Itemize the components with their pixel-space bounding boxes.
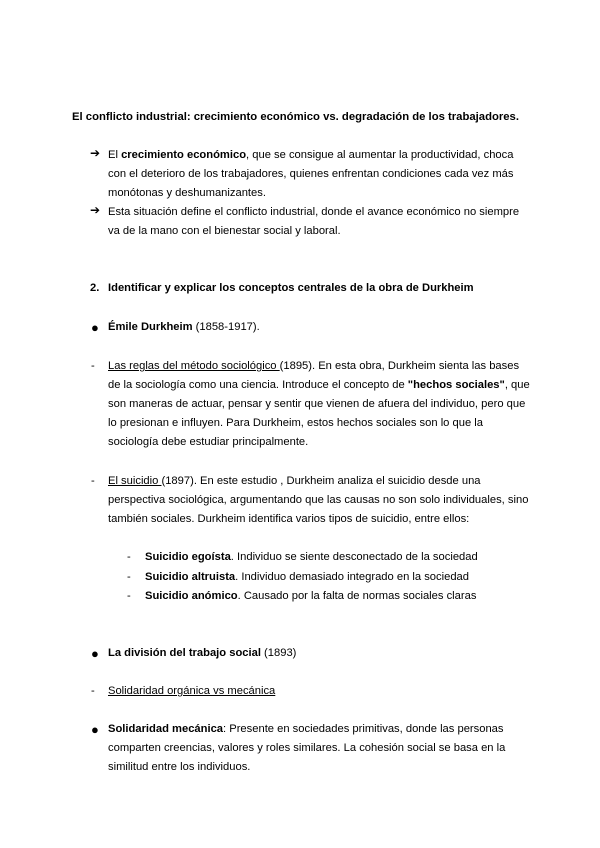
text-line: de la sociología como una ciencia. Introduce el concepto de "hechos sociales", que — [108, 379, 530, 391]
suicidio-paragraph — [108, 472, 528, 529]
text-line: también sociales. Durkheim identifica varios tipos de suicidio, entre ellos: — [108, 513, 470, 525]
dash-icon: - — [91, 360, 95, 372]
division-line: La división del trabajo social (1893) — [108, 647, 297, 659]
solidaridad-link[interactable]: Solidaridad orgánica vs mecánica — [108, 685, 276, 697]
suicide-type-item: Suicidio anómico. Causado por la falta de normas sociales claras — [145, 590, 477, 602]
text-line: El crecimiento económico, que se consigue al aumentar la productividad, choca — [108, 149, 514, 161]
dash-icon: - — [127, 551, 131, 563]
bullet-icon: ● — [91, 646, 99, 661]
text-line: comparten creencias, valores y roles similares. La cohesión social se basa en la — [108, 742, 506, 754]
durkheim-line: Émile Durkheim (1858-1917). — [108, 321, 260, 333]
arrow-bullet-icon: ➔ — [90, 146, 101, 160]
dash-icon: - — [91, 685, 95, 697]
mecanica-paragraph — [108, 720, 505, 777]
arrow-item-1 — [108, 146, 514, 203]
suicidio-title-link[interactable]: El suicidio — [108, 475, 162, 487]
arrow-item-2 — [108, 203, 519, 241]
bold-term: crecimiento económico — [121, 149, 247, 161]
text-line: Esta situación define el conflicto industrial, donde el avance económico no siempre — [108, 206, 520, 218]
dash-icon: - — [91, 475, 95, 487]
text-line: El suicidio (1897). En este estudio , Durkheim analiza el suicidio desde una — [108, 475, 481, 487]
text-line: son maneras de actuar, pensar y sentir que vienen de afuera del individuo, pero que — [108, 398, 526, 410]
reglas-title-link[interactable]: Las reglas del método sociológico — [108, 360, 280, 372]
text-line: Las reglas del método sociológico (1895). En esta obra, Durkheim sienta las bases — [108, 360, 520, 372]
suicide-type-item: Suicidio altruista. Individuo demasiado integrado en la sociedad — [145, 571, 469, 583]
reglas-paragraph — [108, 357, 530, 452]
arrow-bullet-icon: ➔ — [90, 203, 101, 217]
bullet-icon: ● — [91, 722, 99, 737]
suicide-type-item: Suicidio egoísta. Individuo se siente desconectado de la sociedad — [145, 551, 478, 563]
bold-term: "hechos sociales" — [407, 379, 505, 391]
text-line: Solidaridad mecánica: Presente en sociedades primitivas, donde las personas — [108, 723, 504, 735]
dash-icon: - — [127, 571, 131, 583]
text-line: va de la mano con el bienestar social y laboral. — [108, 225, 341, 237]
dash-icon: - — [127, 590, 131, 602]
text-line: con el deterioro de los trabajadores, quienes enfrentan condiciones cada vez más — [108, 168, 514, 180]
section-heading: Identificar y explicar los conceptos centrales de la obra de Durkheim — [108, 282, 474, 294]
text-line: lo presionan e influyen. Para Durkheim, estos hechos sociales son lo que la — [108, 417, 483, 429]
text-line: similitud entre los individuos. — [108, 761, 251, 773]
text-line: perspectiva sociológica, argumentando que las causas no son solo individuales, sino — [108, 494, 529, 506]
text-line: sociología debe estudiar principalmente. — [108, 436, 309, 448]
page-title: El conflicto industrial: crecimiento económico vs. degradación de los trabajadores. — [72, 111, 519, 123]
text-line: monótonas y deshumanizantes. — [108, 187, 266, 199]
bullet-icon: ● — [91, 320, 99, 335]
section-number: 2. — [90, 282, 100, 294]
